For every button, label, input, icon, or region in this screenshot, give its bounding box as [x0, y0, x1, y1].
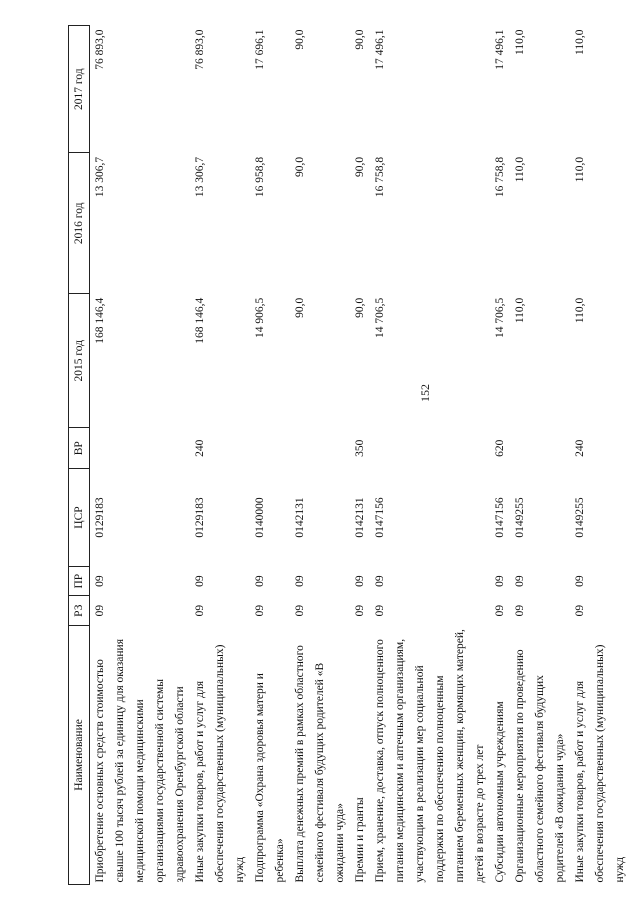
cell-2016: 16 758,8	[494, 156, 506, 198]
cell-rz: 09	[494, 604, 506, 617]
cell-2016: 16 758,8	[374, 156, 386, 198]
cell-2017: 110,0	[574, 29, 586, 55]
cell-2015: 110,0	[574, 297, 586, 324]
cell-2015: 14 906,5	[254, 297, 266, 338]
cell-2015: 168 146,4	[94, 297, 106, 344]
cell-vr	[510, 428, 570, 469]
cell-vr	[290, 428, 350, 469]
cell-2015: 110,0	[514, 297, 526, 324]
table-row	[90, 26, 191, 885]
cell-csr: 0147156	[494, 497, 506, 538]
cell-vr: 350	[354, 439, 366, 457]
cell-name: Премии и гранты	[354, 797, 366, 883]
cell-2016: 90,0	[294, 156, 306, 177]
cell-2016: 90,0	[354, 156, 366, 177]
cell-csr: 0147156	[374, 497, 386, 538]
cell-rz: 09	[374, 604, 386, 617]
table-row	[350, 26, 370, 885]
cell-name: Субсидии автономным учреждениям	[494, 701, 506, 883]
cell-csr: 0129183	[194, 497, 206, 538]
cell-vr: 620	[494, 439, 506, 457]
cell-name: Иные закупки товаров, работ и услуг для обеспечения государственных (муниципальных) нужд	[194, 644, 246, 883]
cell-2017: 76 893,0	[94, 29, 106, 70]
table-body	[90, 26, 631, 885]
cell-2017: 17 696,1	[254, 29, 266, 70]
col-header-csr: ЦСР	[69, 469, 90, 567]
cell-pr: 09	[354, 575, 366, 587]
cell-vr: 240	[194, 439, 206, 457]
cell-csr: 0142131	[354, 497, 366, 538]
cell-pr: 09	[194, 575, 206, 587]
table-header-row	[69, 26, 90, 885]
col-header-2015: 2015 год	[69, 294, 90, 428]
col-header-vr: ВР	[69, 428, 90, 469]
cell-csr: 0149255	[514, 497, 526, 538]
cell-name: Приобретение основных средств стоимостью свыше 100 тысяч рублей за единицу для оказания медицинской помощи медицинскими организациями государственной системы здравоохранения Оренбургской области	[94, 639, 186, 883]
budget-table	[68, 25, 630, 885]
cell-2016: 13 306,7	[94, 156, 106, 198]
table-row	[570, 26, 630, 885]
cell-2015: 14 706,5	[374, 297, 386, 338]
cell-rz: 09	[294, 604, 306, 617]
cell-2016: 16 958,8	[254, 156, 266, 198]
cell-rz: 09	[574, 604, 586, 617]
col-header-name: Наименование	[69, 625, 90, 884]
cell-csr: 0140000	[254, 497, 266, 538]
cell-pr: 09	[374, 575, 386, 587]
page-number: 152	[418, 384, 432, 402]
cell-name: Подпрограмма «Охрана здоровья матери и ребенка»	[254, 673, 286, 883]
cell-name: Прием, хранение, доставка, отпуск полноценного питания медицинским и аптечным организациям, участвующим в реализации мер социальной поддержки по обеспечению полноценным питанием беременных женщин, кормящих матерей, детей в возрасте до трех лет	[374, 629, 486, 883]
cell-pr: 09	[514, 575, 526, 587]
cell-vr: 240	[574, 439, 586, 457]
cell-pr: 09	[574, 575, 586, 587]
cell-rz: 09	[354, 604, 366, 617]
table-row	[190, 26, 250, 885]
budget-table-page	[68, 25, 640, 885]
cell-vr	[370, 428, 490, 469]
cell-2015: 90,0	[294, 297, 306, 318]
cell-2017: 17 496,1	[374, 29, 386, 70]
cell-rz: 09	[514, 604, 526, 617]
cell-csr: 0142131	[294, 497, 306, 538]
col-header-2017: 2017 год	[69, 26, 90, 153]
table-row	[490, 26, 510, 885]
cell-vr	[250, 428, 290, 469]
cell-pr: 09	[254, 575, 266, 587]
cell-2015: 14 706,5	[494, 297, 506, 338]
table-row	[510, 26, 570, 885]
cell-2017: 90,0	[294, 29, 306, 50]
col-header-rz: РЗ	[69, 596, 90, 626]
cell-2017: 90,0	[354, 29, 366, 50]
cell-vr	[90, 428, 191, 469]
cell-rz: 09	[194, 604, 206, 617]
cell-pr: 09	[494, 575, 506, 587]
cell-2017: 110,0	[514, 29, 526, 55]
cell-name: Иные закупки товаров, работ и услуг для обеспечения государственных (муниципальных) нужд	[574, 644, 626, 883]
cell-2015: 90,0	[354, 297, 366, 318]
cell-name: Организационные мероприятия по проведению областного семейного фестиваля будущих родителей «В ожидании чуда»	[514, 649, 566, 883]
col-header-2016: 2016 год	[69, 153, 90, 294]
cell-2017: 76 893,0	[194, 29, 206, 70]
table-row	[250, 26, 290, 885]
cell-pr: 09	[94, 575, 106, 587]
cell-csr: 0129183	[94, 497, 106, 538]
table-row	[370, 26, 490, 885]
cell-rz: 09	[254, 604, 266, 617]
cell-name: Выплата денежных премий в рамках областного семейного фестиваля будущих родителей «В ожидании чуда»	[294, 645, 346, 883]
col-header-pr: ПР	[69, 566, 90, 596]
cell-2015: 168 146,4	[194, 297, 206, 344]
cell-pr: 09	[294, 575, 306, 587]
cell-2016: 110,0	[514, 156, 526, 183]
cell-rz: 09	[94, 604, 106, 617]
cell-csr: 0149255	[574, 497, 586, 538]
cell-2016: 13 306,7	[194, 156, 206, 198]
cell-2016: 110,0	[574, 156, 586, 183]
cell-2017: 17 496,1	[494, 29, 506, 70]
table-row	[290, 26, 350, 885]
